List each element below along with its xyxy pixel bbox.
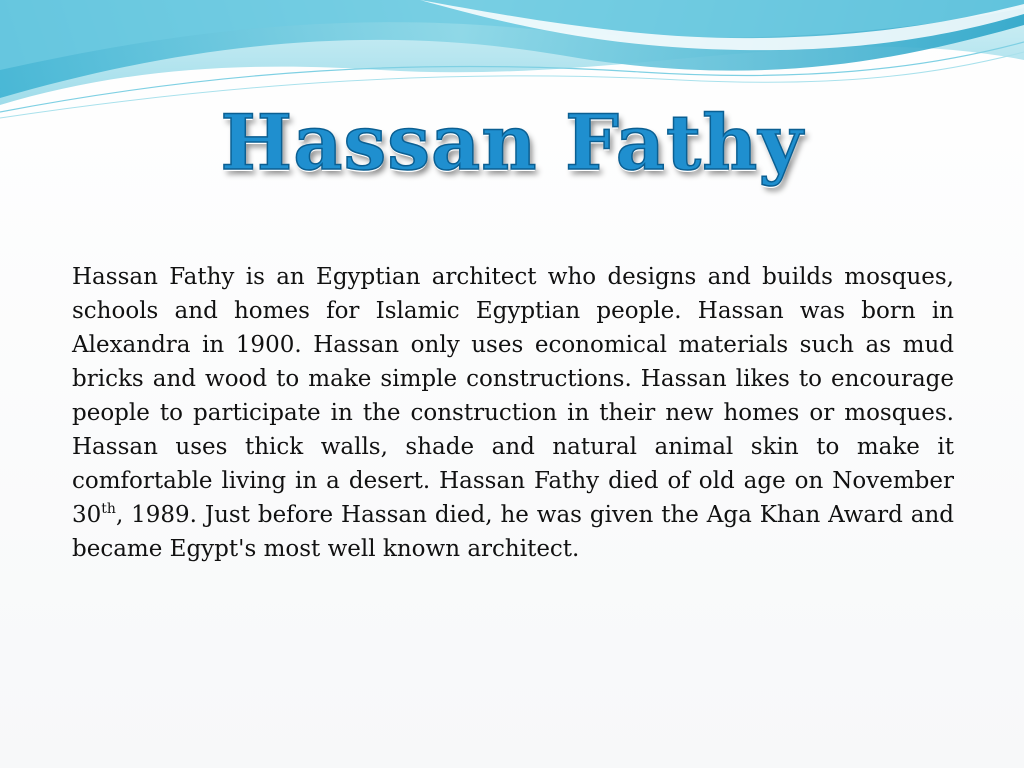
slide-title: Hassan Fathy: [220, 98, 804, 187]
ordinal-superscript: th: [101, 501, 116, 517]
paragraph-text-part1: Hassan Fathy is an Egyptian architect who designs and builds mosques, schools and homes for Islamic Egyptian people. Hassan was born in Alexandra in 1900. Hassan only uses economical materials such as mud bricks and wood to make simple constructions. Hassan likes to encourage people to participate in the construction in their new homes or mosques. Hassan uses thick walls, shade and natural animal skin to make it comfortable living in a desert. Hassan Fathy died of old age on November 30: [72, 264, 954, 528]
paragraph-text-part2: , 1989. Just before Hassan died, he was given the Aga Khan Award and became Egypt's most well known architect.: [72, 502, 954, 562]
biography-paragraph: [72, 260, 954, 566]
